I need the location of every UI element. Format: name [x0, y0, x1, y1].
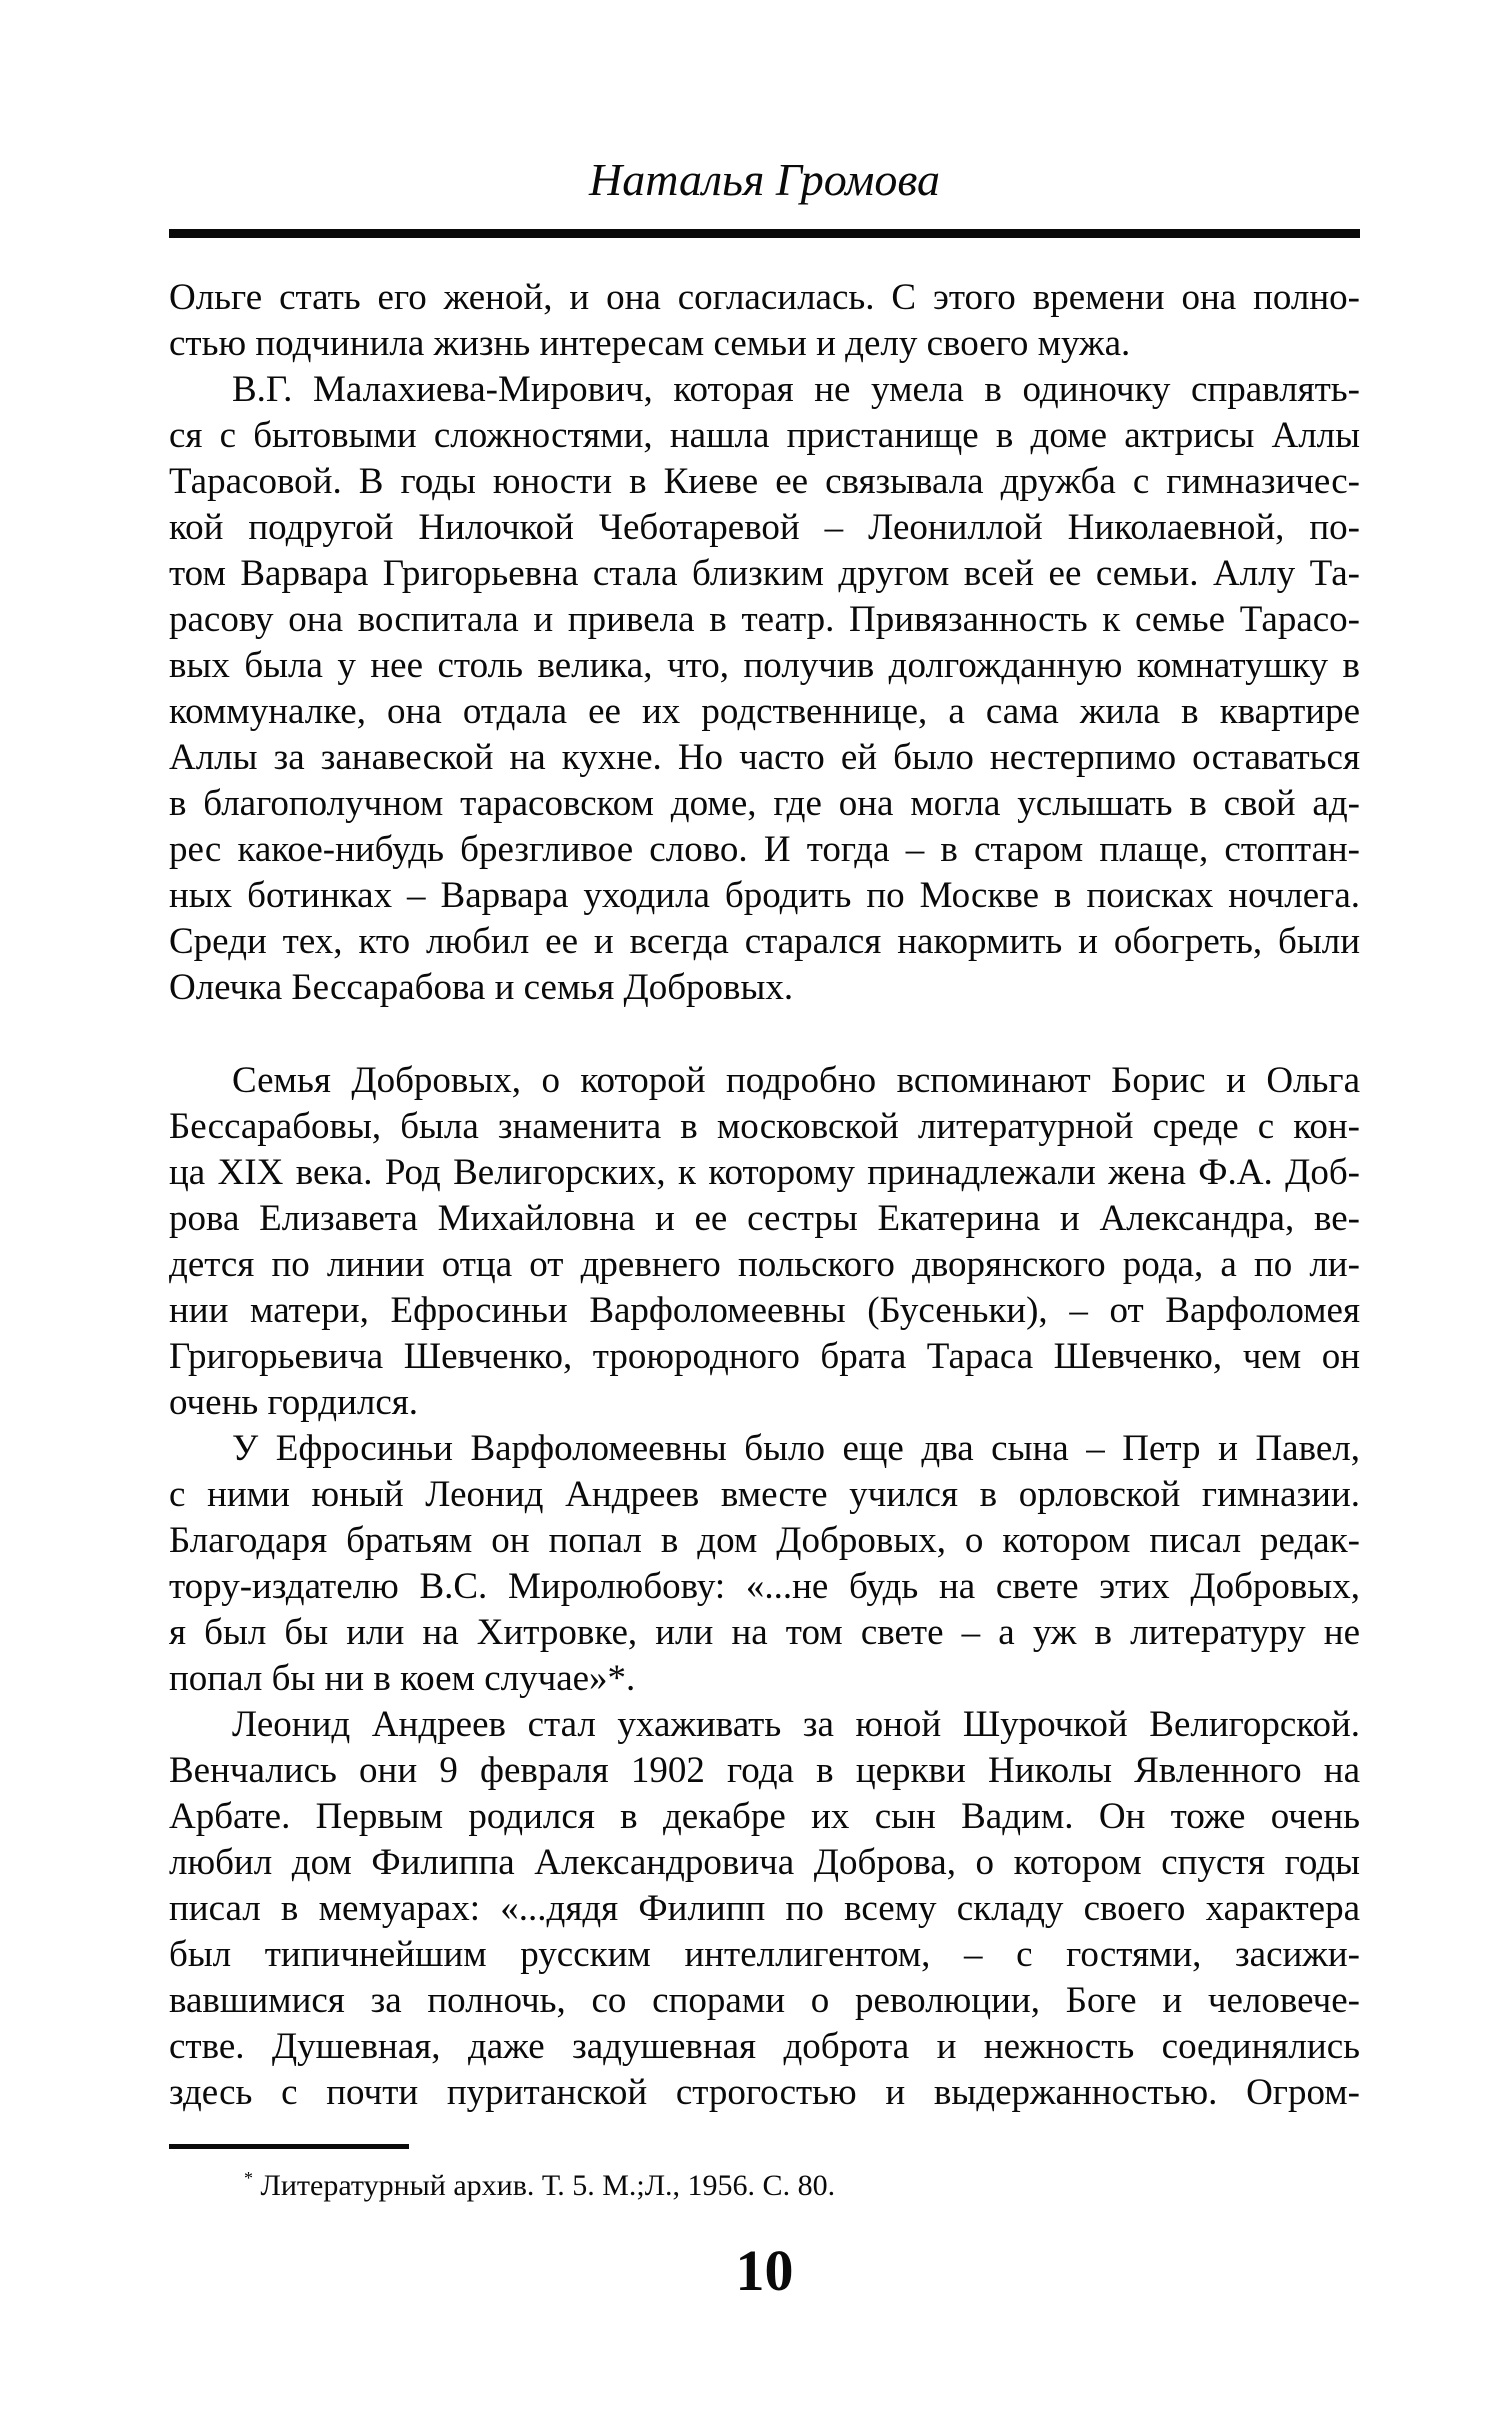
- text-line: Григорьевича Шевченко, троюродного брата Тараса Шевченко, чем он: [169, 1336, 1360, 1377]
- text-line: был типичнейшим русским интеллигентом, – с гостями, засижи-: [169, 1934, 1360, 1975]
- text-line: Арбате. Первым родился в декабре их сын Вадим. Он тоже очень: [169, 1796, 1360, 1837]
- text-line: писал в мемуарах: «...дядя Филипп по всему складу своего характера: [169, 1888, 1360, 1929]
- text-line: кой подругой Нилочкой Чеботаревой – Леониллой Николаевной, по-: [169, 507, 1360, 548]
- body-text-block-1: [169, 275, 1360, 1011]
- text-line: ца XIX века. Род Велигорских, к которому принадлежали жена Ф.А. Доб-: [169, 1152, 1360, 1193]
- footnote-rule: [169, 2144, 409, 2149]
- text-line: Семья Добровых, о которой подробно вспоминают Борис и Ольга: [232, 1060, 1360, 1101]
- text-line: Ольге стать его женой, и она согласилась. С этого времени она полно-: [169, 277, 1360, 318]
- text-line: Леонид Андреев стал ухаживать за юной Шурочкой Велигорской.: [232, 1704, 1360, 1745]
- text-line: ных ботинках – Варвара уходила бродить по Москве в поисках ночлега.: [169, 875, 1360, 916]
- footnote-text: Литературный архив. Т. 5. М.;Л., 1956. С. 80.: [260, 2169, 836, 2202]
- text-line: очень гордился.: [169, 1382, 419, 1423]
- text-line: Тарасовой. В годы юности в Киеве ее связывала дружба с гимназичес-: [169, 461, 1360, 502]
- text-line: стве. Душевная, даже задушевная доброта и нежность соединялись: [169, 2026, 1360, 2067]
- text-line: коммуналке, она отдала ее их родственнице, а сама жила в квартире: [169, 691, 1360, 732]
- text-line: Аллы за занавеской на кухне. Но часто ей было нестерпимо оставаться: [169, 737, 1360, 778]
- running-head-title: Наталья Громова: [588, 154, 941, 205]
- text-line: Бессарабовы, была знаменита в московской литературной среде с кон-: [169, 1106, 1360, 1147]
- footnote: [244, 2166, 835, 2206]
- text-line: Среди тех, кто любил ее и всегда старался накормить и обогреть, были: [169, 921, 1360, 962]
- text-line: рова Елизавета Михайловна и ее сестры Екатерина и Александра, ве-: [169, 1198, 1360, 1239]
- text-line: любил дом Филиппа Александровича Доброва, о котором спустя годы: [169, 1842, 1360, 1883]
- body-text-block-2: [169, 1058, 1360, 2116]
- text-line: вавшимися за полночь, со спорами о революции, Боге и человече-: [169, 1980, 1360, 2021]
- header-rule: [169, 229, 1360, 238]
- text-line: с ними юный Леонид Андреев вместе учился в орловской гимназии.: [169, 1474, 1360, 1515]
- text-line: тору-издателю В.С. Миролюбову: «...не будь на свете этих Добровых,: [169, 1566, 1360, 1607]
- text-line: здесь с почти пуританской строгостью и выдержанностью. Огром-: [169, 2072, 1360, 2113]
- text-line: попал бы ни в коем случае»*.: [169, 1658, 636, 1699]
- text-line: расову она воспитала и привела в театр. Привязанность к семье Тарасо-: [169, 599, 1360, 640]
- text-line: В.Г. Малахиева-Мирович, которая не умела в одиночку справлять-: [232, 369, 1360, 410]
- text-line: том Варвара Григорьевна стала близким другом всей ее семьи. Аллу Та-: [169, 553, 1360, 594]
- text-line: стью подчинила жизнь интересам семьи и делу своего мужа.: [169, 323, 1131, 364]
- text-line: нии матери, Ефросиньи Варфоломеевны (Бусеньки), – от Варфоломея: [169, 1290, 1360, 1331]
- text-line: Олечка Бессарабова и семья Добровых.: [169, 967, 794, 1008]
- text-line: Благодаря братьям он попал в дом Добровых, о котором писал редак-: [169, 1520, 1360, 1561]
- text-line: рес какое-нибудь брезгливое слово. И тогда – в старом плаще, стоптан-: [169, 829, 1360, 870]
- footnote-marker: *: [244, 2168, 253, 2188]
- page-number: 10: [735, 2238, 794, 2303]
- text-line: У Ефросиньи Варфоломеевны было еще два сына – Петр и Павел,: [232, 1428, 1360, 1469]
- text-line: в благополучном тарасовском доме, где она могла услышать в свой ад-: [169, 783, 1360, 824]
- text-line: ся с бытовыми сложностями, нашла пристанище в доме актрисы Аллы: [169, 415, 1360, 456]
- text-line: Венчались они 9 февраля 1902 года в церкви Николы Явленного на: [169, 1750, 1360, 1791]
- text-line: дется по линии отца от древнего польского дворянского рода, а по ли-: [169, 1244, 1360, 1285]
- text-line: я был бы или на Хитровке, или на том свете – а уж в литературу не: [169, 1612, 1360, 1653]
- text-line: вых была у нее столь велика, что, получив долгожданную комнатушку в: [169, 645, 1360, 686]
